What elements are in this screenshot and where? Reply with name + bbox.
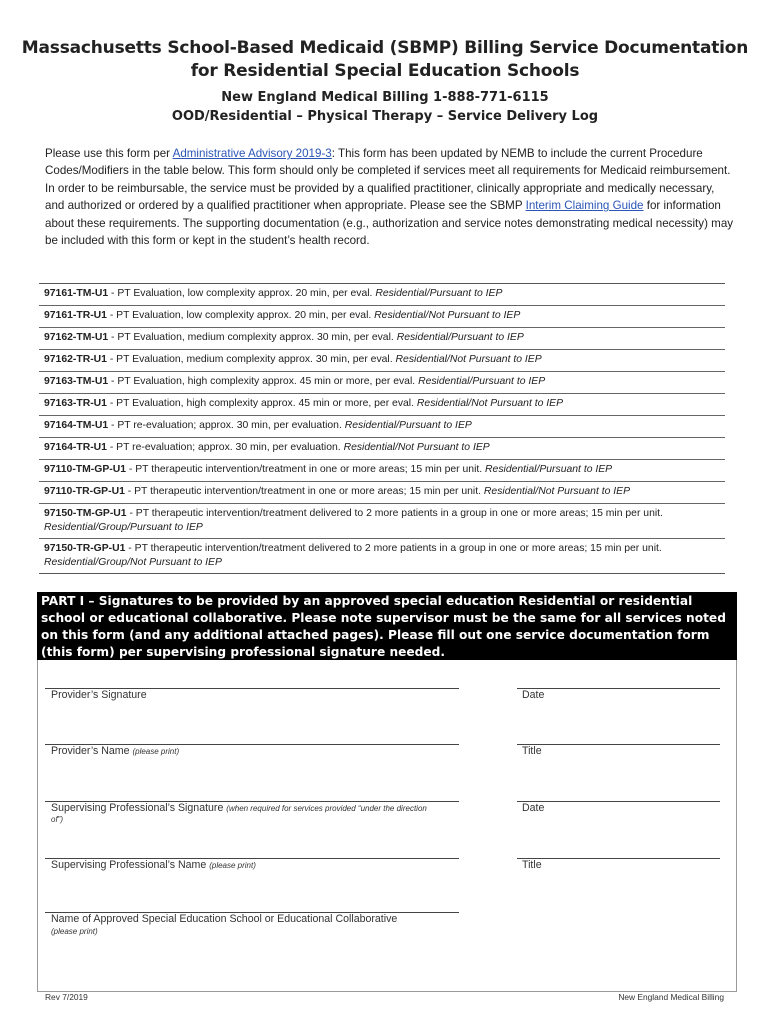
code-id: 97164-TM-U1: [44, 420, 109, 431]
supervising-signature-text: Supervising Professional’s Signature: [51, 802, 227, 814]
code-id: 97162-TM-U1: [44, 332, 109, 343]
code-id: 97110-TM-GP-U1: [44, 464, 126, 475]
administrative-advisory-link[interactable]: Administrative Advisory 2019-3: [172, 147, 332, 160]
code-tag: Residential/Not Pursuant to IEP: [395, 354, 542, 365]
code-description: - PT therapeutic intervention/treatment delivered to 2 more patients in a group in one or more areas; 15 min per unit.: [126, 508, 663, 519]
code-tag: Residential/Not Pursuant to IEP: [483, 486, 631, 497]
date-label-1: Date: [522, 689, 545, 701]
code-tag: Residential/Group/Pursuant to IEP: [44, 522, 203, 533]
code-description: - PT Evaluation, medium complexity approx. 30 min, per eval.: [106, 354, 396, 365]
company-footer: New England Medical Billing: [618, 992, 724, 1002]
code-row: [39, 350, 725, 372]
date-line-1[interactable]: [517, 688, 720, 689]
supervising-signature-label: [51, 802, 427, 814]
date-label-2: Date: [522, 802, 545, 814]
code-tag: Residential/Not Pursuant to IEP: [416, 398, 564, 409]
code-row: [39, 328, 725, 350]
title-label-2: Title: [522, 859, 542, 871]
code-description: - PT re-evaluation; approx. 30 min, per evaluation.: [108, 420, 345, 431]
supervising-name-label: [51, 859, 256, 871]
code-tag: Residential/Pursuant to IEP: [418, 376, 546, 387]
code-description: - PT Evaluation, medium complexity approx. 30 min, per eval.: [108, 332, 397, 343]
code-tag: Residential/Pursuant to IEP: [485, 464, 613, 475]
code-id: 97150-TR-GP-U1: [44, 543, 126, 554]
intro-text-1: Please use this form per: [45, 147, 173, 160]
code-row: [39, 539, 725, 573]
code-row: [39, 284, 725, 306]
document-title-line-2: for Residential Special Education Schools: [190, 61, 580, 81]
code-row: [39, 482, 725, 504]
supervising-note: (when required for services provided “under the direction: [226, 804, 427, 813]
code-id: 97164-TR-U1: [44, 442, 107, 453]
code-description: - PT Evaluation, high complexity approx. 45 min or more, per eval.: [106, 398, 417, 409]
code-id: 97161-TM-U1: [44, 288, 109, 299]
code-description: - PT Evaluation, high complexity approx. 45 min or more, per eval.: [108, 376, 419, 387]
intro-text-3: for information about these requirements. The supporting documentation (e.g., authorization and service notes demonstrating medical necessity) may be included with this form or kept in the student’s health record.: [45, 199, 734, 248]
school-name-label: Name of Approved Special Education School or Educational Collaborative: [51, 913, 398, 925]
code-row: [39, 372, 725, 394]
code-id: 97163-TR-U1: [44, 398, 107, 409]
title-label-1: Title: [522, 745, 542, 757]
code-description: - PT therapeutic intervention/treatment delivered to 2 more patients in a group in one or more areas; 15 min per unit.: [125, 543, 662, 554]
code-tag: Residential/Not Pursuant to IEP: [343, 442, 490, 453]
please-print-note: (please print): [51, 927, 98, 936]
code-description: - PT therapeutic intervention/treatment in one or more areas; 15 min per unit.: [126, 464, 486, 475]
code-description: - PT Evaluation, low complexity approx. 20 min, per eval.: [106, 310, 375, 321]
code-description: - PT therapeutic intervention/treatment in one or more areas; 15 min per unit.: [124, 486, 484, 497]
code-tag: Residential/Pursuant to IEP: [375, 288, 503, 299]
supervising-note-continued: of”): [51, 815, 63, 824]
code-row: [39, 504, 725, 539]
provider-name-text: Provider’s Name: [51, 745, 133, 757]
code-id: 97163-TM-U1: [44, 376, 109, 387]
interim-claiming-guide-link[interactable]: Interim Claiming Guide: [525, 199, 644, 213]
code-row: [39, 394, 725, 416]
title-line-1[interactable]: [517, 744, 720, 745]
please-print-note: (please print): [209, 861, 256, 870]
part-1-banner: PART I – Signatures to be provided by an approved special education Residential or residential school or educational collaborative. Please note supervisor must be the same for all services noted on this form (and any additional attached pages). Please fill out one service documentation form (this form) per supervising professional signature needed.: [37, 592, 737, 660]
revision-footer: Rev 7/2019: [45, 992, 88, 1002]
code-id: 97150-TM-GP-U1: [44, 508, 127, 519]
title-line-2[interactable]: [517, 858, 720, 859]
document-subtitle-line-1: New England Medical Billing 1-888-771-6115: [221, 90, 549, 105]
date-line-2[interactable]: [517, 801, 720, 802]
document-subtitle-line-2: OOD/Residential – Physical Therapy – Service Delivery Log: [171, 109, 599, 124]
code-row: [39, 306, 725, 328]
code-tag: Residential/Group/Not Pursuant to IEP: [44, 557, 222, 568]
code-description: - PT Evaluation, low complexity approx. 20 min, per eval.: [108, 288, 376, 299]
code-id: 97110-TR-GP-U1: [44, 486, 125, 497]
document-title-line-1: Massachusetts School-Based Medicaid (SBMP) Billing Service Documentation: [21, 38, 749, 58]
code-row: [39, 460, 725, 482]
code-row: [39, 416, 725, 438]
code-tag: Residential/Pursuant to IEP: [344, 420, 472, 431]
signature-section: [37, 660, 737, 992]
provider-signature-label: Provider’s Signature: [51, 689, 147, 701]
procedure-codes-table: [39, 283, 725, 574]
code-id: 97162-TR-U1: [44, 354, 107, 365]
code-tag: Residential/Not Pursuant to IEP: [374, 310, 521, 321]
intro-text-2: : This form has been updated by NEMB to include the current Procedure Codes/Modifiers in the table below. This form should only be completed if services meet all requirements for Medicaid reimbursement. In order to be reimbursable, the service must be provided by a qualified practitioner, clinically appropriate and medically necessary, and authorized or ordered by a qualified practitioner when appropriate. Please see the SBMP: [45, 147, 731, 213]
provider-name-label: [51, 745, 179, 757]
supervising-name-text: Supervising Professional’s Name: [51, 859, 210, 871]
code-row: [39, 438, 725, 460]
code-description: - PT re-evaluation; approx. 30 min, per evaluation.: [106, 442, 344, 453]
intro-paragraph: [45, 145, 735, 249]
code-tag: Residential/Pursuant to IEP: [396, 332, 524, 343]
code-id: 97161-TR-U1: [44, 310, 107, 321]
please-print-note: (please print): [132, 747, 180, 756]
